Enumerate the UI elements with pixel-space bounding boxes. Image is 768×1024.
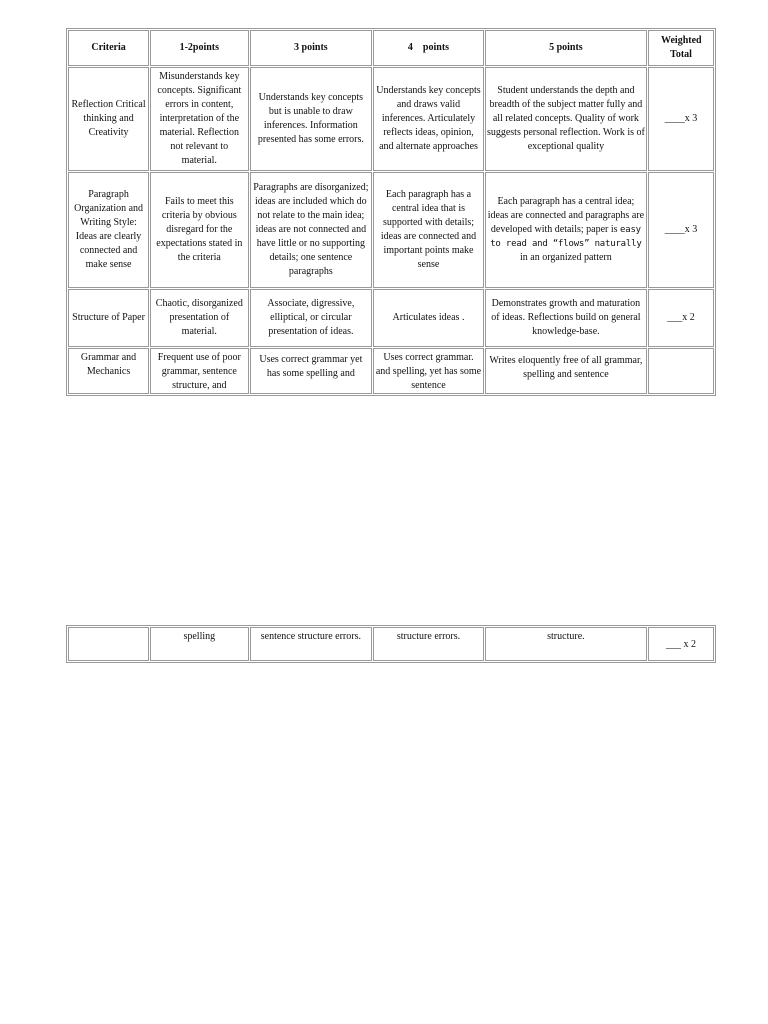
- points-3-cell: Paragraphs are disorganized; ideas are included which do not relate to the main idea; ideas are not connected and have little or no supporting details; one sentence paragraphs: [250, 172, 373, 288]
- criteria-cell: Paragraph Organization and Writing Style: Ideas are clearly connected and make sense: [68, 172, 149, 288]
- points-3-cell: Uses correct grammar yet has some spelling and: [250, 348, 373, 394]
- criteria-cell: Structure of Paper: [68, 289, 149, 347]
- weighted-total-cell: ____x 3: [648, 67, 714, 171]
- weighted-total-cell: ____x 3: [648, 172, 714, 288]
- table-row: [68, 172, 714, 288]
- points-4-cell: Uses correct grammar. and spelling, yet has some sentence: [373, 348, 484, 394]
- weighted-total-cell: ___ x 2: [648, 627, 714, 661]
- header-3-points: 3 points: [250, 30, 373, 66]
- points-5-text: Each paragraph has a central idea; ideas are connected and paragraphs are developed with details; paper is: [487, 196, 645, 235]
- points-5-cell: Writes eloquently free of all grammar, spelling and sentence: [485, 348, 647, 394]
- points-4-cell: Each paragraph has a central idea that is supported with details; ideas are connected and important points make sense: [373, 172, 484, 288]
- table-row: [68, 289, 714, 347]
- rubric-table-continuation: [66, 625, 716, 663]
- points-4-cell: structure errors.: [373, 627, 484, 661]
- points-5-cell: structure.: [485, 627, 647, 661]
- points-3-cell: Associate, digressive, elliptical, or circular presentation of ideas.: [250, 289, 373, 347]
- table-row: [68, 348, 714, 394]
- header-4-points: 4 points: [373, 30, 484, 66]
- criteria-cell: Grammar and Mechanics: [68, 348, 149, 394]
- points-1-2-cell: Misunderstands key concepts. Significant errors in content, interpretation of the material. Reflection not relevant to material.: [150, 67, 248, 171]
- criteria-cell: [68, 627, 149, 661]
- points-3-cell: Understands key concepts but is unable to draw inferences. Information presented has some errors.: [250, 67, 373, 171]
- points-5-text-end: in an organized pattern: [520, 252, 612, 263]
- header-row: [68, 30, 714, 66]
- rubric-table: [66, 28, 716, 396]
- weighted-total-cell: [648, 348, 714, 394]
- points-4-cell: Understands key concepts and draws valid inferences. Articulately reflects ideas, opinion, and alternate approaches: [373, 67, 484, 171]
- table-row: [68, 627, 714, 661]
- table-row: [68, 67, 714, 171]
- weighted-total-cell: ___x 2: [648, 289, 714, 347]
- points-1-2-cell: Chaotic, disorganized presentation of material.: [150, 289, 248, 347]
- points-3-cell: sentence structure errors.: [250, 627, 373, 661]
- points-1-2-cell: Fails to meet this criteria by obvious disregard for the expectations stated in the criteria: [150, 172, 248, 288]
- points-5-cell: Demonstrates growth and maturation of ideas. Reflections build on general knowledge-base.: [485, 289, 647, 347]
- points-1-2-cell: Frequent use of poor grammar, sentence structure, and: [150, 348, 248, 394]
- header-weighted-total: Weighted Total: [648, 30, 714, 66]
- points-1-2-cell: spelling: [150, 627, 248, 661]
- criteria-cell: Reflection Critical thinking and Creativity: [68, 67, 149, 171]
- points-4-cell: Articulates ideas .: [373, 289, 484, 347]
- points-5-cell: Student understands the depth and breadth of the subject matter fully and all related concepts. Quality of work suggests personal reflection. Work is of exceptional quality: [485, 67, 647, 171]
- points-5-handwritten-text: easy to read and “flows” naturally: [490, 225, 642, 249]
- header-5-points: 5 points: [485, 30, 647, 66]
- points-5-cell: [485, 172, 647, 288]
- header-1-2-points: 1-2points: [150, 30, 248, 66]
- header-criteria: Criteria: [68, 30, 149, 66]
